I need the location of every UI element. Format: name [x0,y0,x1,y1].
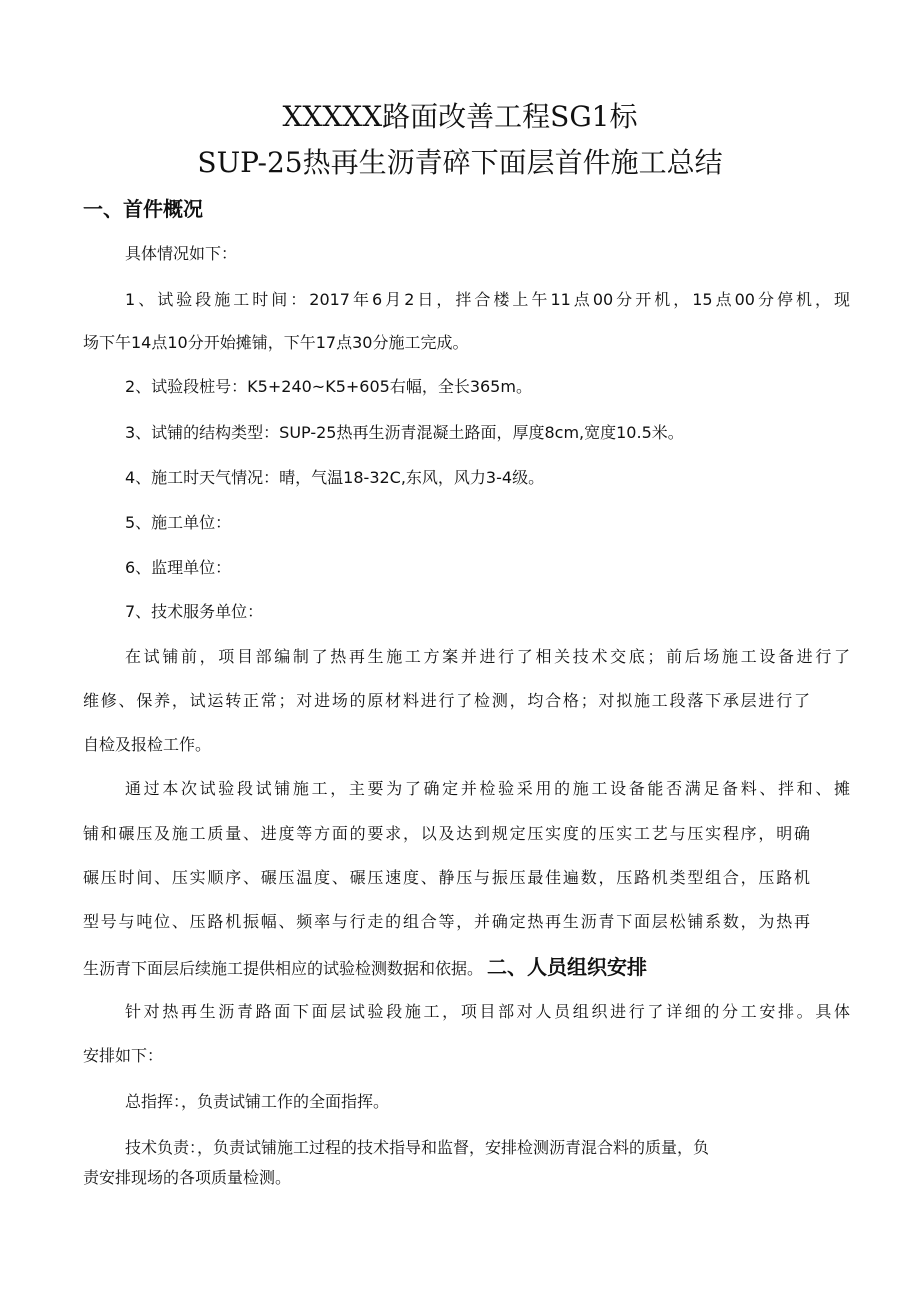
para-2-line-3: 碾压时间、压实顺序、碾压温度、碾压速度、静压与振压最佳遍数，压路机类型组合，压路机 [83,868,810,887]
section-2-para-line-2: 安排如下： [83,1046,164,1065]
document-title-line-2: SUP-25热再生沥青碎下面层首件施工总结 [197,146,723,179]
para-2-line-1: 通过本次试验段试铺施工，主要为了确定并检验采用的施工设备能否满足备料、拌和、摊 [125,779,850,798]
para-1-line-1: 在试铺前，项目部编制了热再生施工方案并进行了相关技术交底；前后场施工设备进行了 [125,647,850,666]
tech-lead-line-2: 责安排现场的各项质量检测。 [83,1168,292,1187]
document-title-line-1: XXXXX路面改善工程SG1标 [282,100,638,133]
item-7: 7、技术服务单位： [125,602,264,621]
section-1-heading: 一、首件概况 [83,197,203,221]
item-1-line-2: 场下午14点10分开始摊铺，下午17点30分施工完成。 [83,333,469,352]
item-5: 5、施工单位： [125,513,232,532]
item-3: 3、试铺的结构类型：SUP-25热再生沥青混凝土路面，厚度8cm,宽度10.5米。 [125,423,684,442]
section-1-intro: 具体情况如下： [125,244,238,263]
para-1-line-3: 自检及报检工作。 [83,735,212,754]
para-2-line-4: 型号与吨位、压路机振幅、频率与行走的组合等，并确定热再生沥青下面层松铺系数，为热再 [83,912,810,931]
tech-lead-line-1: 技术负责：，负责试铺施工过程的技术指导和监督，安排检测沥青混合料的质量，负 [125,1138,710,1157]
section-2-para-line-1: 针对热再生沥青路面下面层试验段施工，项目部对人员组织进行了详细的分工安排。具体 [125,1002,850,1021]
section-2-heading: 二、人员组织安排 [487,955,648,979]
para-2-line-2: 铺和碾压及施工质量、进度等方面的要求，以及达到规定压实度的压实工艺与压实程序，明确 [83,824,810,843]
para-2-line-5: 生沥青下面层后续施工提供相应的试验检测数据和依据。 [83,959,484,978]
item-2: 2、试验段桩号：K5+240~K5+605右幅，全长365m。 [125,377,532,396]
para-2-line-5-row [83,955,647,981]
commander-line: 总指挥：，负责试铺工作的全面指挥。 [125,1092,390,1111]
item-6: 6、监理单位： [125,558,232,577]
item-1-line-1: 1、试验段施工时间：2017年6月2日，拌合楼上午11点00分开机，15点00分停机，现 [125,290,850,309]
item-4: 4、施工时天气情况：晴，气温18-32C,东风，风力3-4级。 [125,468,545,487]
para-1-line-2: 维修、保养，试运转正常；对进场的原材料进行了检测，均合格；对拟施工段落下承层进行了 [83,691,810,710]
